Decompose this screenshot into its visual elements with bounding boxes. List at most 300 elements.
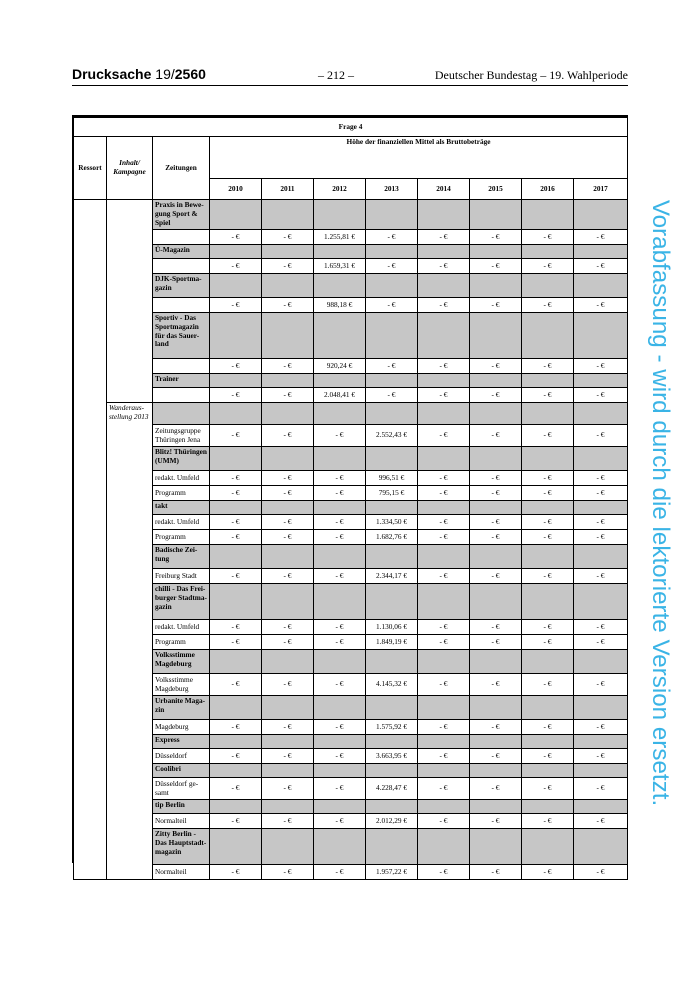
row-label: Freiburg Stadt <box>153 569 210 584</box>
value-cell: 920,24 € <box>314 359 366 374</box>
empty-cell <box>262 200 314 230</box>
row-label: Zeitungsgruppe Thüringen Jena <box>153 425 210 447</box>
empty-cell <box>314 245 366 259</box>
empty-cell <box>418 650 470 674</box>
newspaper-row <box>74 800 628 814</box>
newspaper-name: Sportiv - Das Sportmagazin für das Sauer- land <box>153 313 210 359</box>
row-label: redakt. Umfeld <box>153 471 210 486</box>
newspaper-row <box>74 447 628 471</box>
value-cell: - € <box>470 515 522 530</box>
row-label: Normalteil <box>153 814 210 829</box>
empty-cell <box>314 313 366 359</box>
table-row <box>74 471 628 486</box>
empty-cell <box>262 374 314 388</box>
value-cell: - € <box>470 620 522 635</box>
value-cell: - € <box>418 720 470 735</box>
value-cell: - € <box>418 620 470 635</box>
row-label: Programm <box>153 530 210 545</box>
table-row <box>74 720 628 735</box>
table-row <box>74 298 628 313</box>
header-rule <box>72 85 628 86</box>
value-cell: - € <box>522 471 574 486</box>
value-cell: - € <box>210 486 262 501</box>
value-cell: 996,51 € <box>366 471 418 486</box>
value-cell: - € <box>522 814 574 829</box>
empty-cell <box>366 696 418 720</box>
value-cell: - € <box>574 778 628 800</box>
table-row <box>74 359 628 374</box>
empty-cell <box>522 584 574 620</box>
empty-cell <box>366 829 418 865</box>
empty-cell <box>574 313 628 359</box>
empty-cell <box>418 800 470 814</box>
value-cell: - € <box>574 230 628 245</box>
empty-cell <box>522 696 574 720</box>
newspaper-row <box>74 545 628 569</box>
value-cell: 988,18 € <box>314 298 366 313</box>
empty-cell <box>210 650 262 674</box>
empty-cell <box>366 200 418 230</box>
value-cell: - € <box>418 359 470 374</box>
value-cell: - € <box>522 674 574 696</box>
value-cell: 1.682,76 € <box>366 530 418 545</box>
value-cell: - € <box>366 388 418 403</box>
row-label <box>153 359 210 374</box>
table-row <box>74 778 628 800</box>
empty-cell <box>210 403 262 425</box>
value-cell: - € <box>262 515 314 530</box>
empty-cell <box>522 800 574 814</box>
value-cell: - € <box>470 569 522 584</box>
empty-cell <box>210 764 262 778</box>
value-cell: - € <box>522 620 574 635</box>
value-cell: - € <box>470 749 522 764</box>
empty-cell <box>314 274 366 298</box>
empty-cell <box>210 696 262 720</box>
empty-cell <box>366 274 418 298</box>
empty-cell <box>418 584 470 620</box>
value-cell: - € <box>262 620 314 635</box>
newspaper-row <box>74 650 628 674</box>
empty-cell <box>418 696 470 720</box>
funding-table <box>73 117 628 880</box>
empty-cell <box>470 313 522 359</box>
empty-cell <box>522 200 574 230</box>
value-cell: - € <box>314 778 366 800</box>
value-cell: 1.659,31 € <box>314 259 366 274</box>
newspaper-row <box>74 584 628 620</box>
year-header: 2014 <box>418 179 470 200</box>
empty-cell <box>262 447 314 471</box>
value-cell: - € <box>210 530 262 545</box>
newspaper-row <box>74 735 628 749</box>
empty-cell <box>314 800 366 814</box>
value-cell: - € <box>314 814 366 829</box>
newspaper-name: Trainer <box>153 374 210 388</box>
empty-cell <box>262 403 314 425</box>
value-cell: 2.012,29 € <box>366 814 418 829</box>
empty-cell <box>314 584 366 620</box>
empty-cell <box>314 501 366 515</box>
newspaper-name: Praxis in Bewe- gung Sport & Spiel <box>153 200 210 230</box>
value-cell: - € <box>210 674 262 696</box>
empty-cell <box>210 735 262 749</box>
value-cell: - € <box>574 359 628 374</box>
value-cell: 795,15 € <box>366 486 418 501</box>
value-cell: - € <box>574 515 628 530</box>
empty-cell <box>366 545 418 569</box>
newspaper-row <box>74 501 628 515</box>
empty-cell <box>470 764 522 778</box>
empty-cell <box>262 829 314 865</box>
value-cell: 2.048,41 € <box>314 388 366 403</box>
value-cell: - € <box>418 425 470 447</box>
value-cell: - € <box>522 569 574 584</box>
empty-cell <box>574 584 628 620</box>
empty-cell <box>418 735 470 749</box>
value-cell: - € <box>574 298 628 313</box>
empty-cell <box>418 403 470 425</box>
frage-title: Frage 4 <box>74 118 628 137</box>
table-row <box>74 486 628 501</box>
value-cell: - € <box>522 720 574 735</box>
empty-cell <box>574 447 628 471</box>
empty-cell <box>574 764 628 778</box>
value-cell: - € <box>470 471 522 486</box>
empty-cell <box>366 650 418 674</box>
value-cell: - € <box>366 230 418 245</box>
empty-cell <box>314 403 366 425</box>
empty-cell <box>366 501 418 515</box>
value-cell: - € <box>418 635 470 650</box>
table-row <box>74 620 628 635</box>
value-cell: - € <box>366 298 418 313</box>
empty-cell <box>470 200 522 230</box>
value-cell: 3.663,95 € <box>366 749 418 764</box>
table-row <box>74 814 628 829</box>
empty-cell <box>366 735 418 749</box>
empty-cell <box>418 829 470 865</box>
value-cell: - € <box>262 814 314 829</box>
row-label: Volksstimme Magdeburg <box>153 674 210 696</box>
value-cell: - € <box>574 620 628 635</box>
value-cell: 1.849,19 € <box>366 635 418 650</box>
value-cell: - € <box>418 778 470 800</box>
empty-cell <box>574 245 628 259</box>
empty-cell <box>522 403 574 425</box>
newspaper-row <box>74 200 628 230</box>
empty-cell <box>366 764 418 778</box>
empty-cell <box>522 829 574 865</box>
value-cell: - € <box>574 865 628 880</box>
value-cell: - € <box>574 674 628 696</box>
value-cell: - € <box>574 635 628 650</box>
value-cell: - € <box>574 749 628 764</box>
empty-cell <box>470 447 522 471</box>
value-cell: - € <box>522 259 574 274</box>
value-cell: - € <box>418 530 470 545</box>
value-cell: 2.552,43 € <box>366 425 418 447</box>
value-cell: - € <box>418 230 470 245</box>
empty-cell <box>210 274 262 298</box>
value-cell: - € <box>314 865 366 880</box>
empty-cell <box>418 313 470 359</box>
value-cell: - € <box>262 778 314 800</box>
page-number: – 212 – <box>318 68 354 82</box>
col-hoehe: Höhe der finanziellen Mittel als Bruttobeträge <box>210 137 628 179</box>
empty-cell <box>470 650 522 674</box>
parliament-label: Deutscher Bundestag – 19. Wahlperiode <box>434 68 628 82</box>
empty-cell <box>210 200 262 230</box>
value-cell: - € <box>470 259 522 274</box>
empty-cell <box>262 313 314 359</box>
value-cell: - € <box>210 749 262 764</box>
value-cell: - € <box>262 749 314 764</box>
empty-cell <box>470 245 522 259</box>
empty-cell <box>210 313 262 359</box>
value-cell: - € <box>418 471 470 486</box>
row-label: Düsseldorf ge- samt <box>153 778 210 800</box>
empty-cell <box>522 245 574 259</box>
table-row <box>74 674 628 696</box>
empty-cell <box>522 735 574 749</box>
empty-cell <box>522 650 574 674</box>
newspaper-name: Badische Zei- tung <box>153 545 210 569</box>
value-cell: - € <box>262 471 314 486</box>
value-cell: - € <box>522 425 574 447</box>
value-cell: - € <box>522 359 574 374</box>
empty-cell <box>574 800 628 814</box>
empty-cell <box>470 584 522 620</box>
empty-cell <box>210 829 262 865</box>
table-row <box>74 865 628 880</box>
year-header: 2015 <box>470 179 522 200</box>
empty-cell <box>366 800 418 814</box>
row-label <box>153 259 210 274</box>
value-cell: - € <box>314 486 366 501</box>
table-row <box>74 569 628 584</box>
drucksache-label: Drucksache 19/2560 <box>72 66 206 82</box>
value-cell: - € <box>262 359 314 374</box>
value-cell: - € <box>418 569 470 584</box>
value-cell: - € <box>262 259 314 274</box>
value-cell: - € <box>418 298 470 313</box>
year-header: 2010 <box>210 179 262 200</box>
row-label <box>153 388 210 403</box>
value-cell: - € <box>314 569 366 584</box>
empty-cell <box>366 403 418 425</box>
value-cell: - € <box>314 674 366 696</box>
value-cell: - € <box>314 749 366 764</box>
empty-cell <box>522 374 574 388</box>
empty-cell <box>522 274 574 298</box>
newspaper-name: tip Berlin <box>153 800 210 814</box>
newspaper-row <box>74 696 628 720</box>
empty-cell <box>418 374 470 388</box>
value-cell: - € <box>522 635 574 650</box>
value-cell: - € <box>210 635 262 650</box>
value-cell: - € <box>574 486 628 501</box>
empty-cell <box>210 545 262 569</box>
row-label: redakt. Umfeld <box>153 620 210 635</box>
empty-cell <box>210 447 262 471</box>
empty-cell <box>210 245 262 259</box>
value-cell: - € <box>418 515 470 530</box>
empty-cell <box>470 274 522 298</box>
campaign-row <box>74 403 628 425</box>
empty-cell <box>314 829 366 865</box>
empty-cell <box>366 584 418 620</box>
value-cell: - € <box>210 720 262 735</box>
year-header: 2016 <box>522 179 574 200</box>
value-cell: - € <box>262 298 314 313</box>
kampagne-cell: Wanderaus- stellung 2013 <box>107 403 153 425</box>
value-cell: - € <box>314 425 366 447</box>
empty-cell <box>574 545 628 569</box>
value-cell: - € <box>210 778 262 800</box>
row-label: redakt. Umfeld <box>153 515 210 530</box>
empty-cell <box>470 545 522 569</box>
newspaper-name: chilli - Das Frei- burger Stadtma- gazin <box>153 584 210 620</box>
row-label: Magdeburg <box>153 720 210 735</box>
value-cell: - € <box>418 674 470 696</box>
empty-cell <box>418 545 470 569</box>
newspaper-name: Volksstimme Magdeburg <box>153 650 210 674</box>
newspaper-name: Blitz! Thüringen (UMM) <box>153 447 210 471</box>
value-cell: 1.575,92 € <box>366 720 418 735</box>
value-cell: - € <box>210 388 262 403</box>
empty-cell <box>262 696 314 720</box>
value-cell: - € <box>366 359 418 374</box>
page-header <box>72 66 628 84</box>
empty-cell <box>574 274 628 298</box>
value-cell: - € <box>262 530 314 545</box>
newspaper-row <box>74 829 628 865</box>
value-cell: - € <box>522 778 574 800</box>
empty-cell <box>366 313 418 359</box>
empty-cell <box>470 800 522 814</box>
newspaper-name <box>153 403 210 425</box>
value-cell: - € <box>210 814 262 829</box>
empty-cell <box>210 501 262 515</box>
table-row <box>74 530 628 545</box>
empty-cell <box>262 735 314 749</box>
kampagne-cell <box>107 200 153 403</box>
empty-cell <box>262 800 314 814</box>
row-label: Programm <box>153 486 210 501</box>
col-ressort: Ressort <box>74 137 107 200</box>
value-cell: - € <box>574 720 628 735</box>
empty-cell <box>418 764 470 778</box>
empty-cell <box>418 245 470 259</box>
empty-cell <box>314 735 366 749</box>
value-cell: - € <box>418 259 470 274</box>
value-cell: - € <box>314 620 366 635</box>
value-cell: - € <box>314 720 366 735</box>
value-cell: - € <box>210 471 262 486</box>
empty-cell <box>210 800 262 814</box>
col-inhalt: Inhalt/ Kampagne <box>107 137 153 200</box>
empty-cell <box>418 447 470 471</box>
value-cell: - € <box>574 569 628 584</box>
ressort-cell <box>74 200 107 880</box>
newspaper-name: Ü-Magazin <box>153 245 210 259</box>
value-cell: - € <box>314 530 366 545</box>
value-cell: - € <box>470 674 522 696</box>
row-label <box>153 230 210 245</box>
empty-cell <box>418 200 470 230</box>
empty-cell <box>314 374 366 388</box>
empty-cell <box>574 735 628 749</box>
table-row <box>74 230 628 245</box>
empty-cell <box>314 545 366 569</box>
value-cell: - € <box>522 530 574 545</box>
value-cell: - € <box>366 259 418 274</box>
value-cell: - € <box>210 865 262 880</box>
value-cell: - € <box>210 259 262 274</box>
value-cell: - € <box>470 865 522 880</box>
value-cell: - € <box>262 486 314 501</box>
value-cell: - € <box>262 674 314 696</box>
empty-cell <box>470 829 522 865</box>
value-cell: - € <box>574 259 628 274</box>
value-cell: - € <box>470 814 522 829</box>
newspaper-row <box>74 764 628 778</box>
value-cell: 4.145,32 € <box>366 674 418 696</box>
value-cell: - € <box>574 814 628 829</box>
value-cell: - € <box>262 388 314 403</box>
year-header: 2017 <box>574 179 628 200</box>
value-cell: - € <box>210 425 262 447</box>
newspaper-name: Zitty Berlin - Das Hauptstadt- magazin <box>153 829 210 865</box>
empty-cell <box>262 764 314 778</box>
table-row <box>74 635 628 650</box>
newspaper-name: DJK-Sportma- gazin <box>153 274 210 298</box>
empty-cell <box>314 764 366 778</box>
year-header: 2011 <box>262 179 314 200</box>
value-cell: - € <box>262 569 314 584</box>
value-cell: - € <box>418 865 470 880</box>
empty-cell <box>210 584 262 620</box>
value-cell: - € <box>522 865 574 880</box>
value-cell: - € <box>470 486 522 501</box>
empty-cell <box>574 696 628 720</box>
value-cell: - € <box>470 720 522 735</box>
newspaper-name: takt <box>153 501 210 515</box>
value-cell: - € <box>210 230 262 245</box>
newspaper-name: Express <box>153 735 210 749</box>
newspaper-row <box>74 313 628 359</box>
empty-cell <box>418 274 470 298</box>
value-cell: - € <box>574 425 628 447</box>
watermark: Vorabfassung - wird durch die lektorierte Version ersetzt. <box>647 199 674 806</box>
value-cell: 2.344,17 € <box>366 569 418 584</box>
value-cell: - € <box>210 569 262 584</box>
value-cell: - € <box>418 749 470 764</box>
row-label: Normalteil <box>153 865 210 880</box>
empty-cell <box>262 650 314 674</box>
value-cell: - € <box>522 298 574 313</box>
newspaper-row <box>74 274 628 298</box>
table-row <box>74 749 628 764</box>
empty-cell <box>470 696 522 720</box>
value-cell: - € <box>522 230 574 245</box>
value-cell: - € <box>418 814 470 829</box>
value-cell: - € <box>470 635 522 650</box>
value-cell: - € <box>210 515 262 530</box>
value-cell: - € <box>262 425 314 447</box>
value-cell: - € <box>262 865 314 880</box>
